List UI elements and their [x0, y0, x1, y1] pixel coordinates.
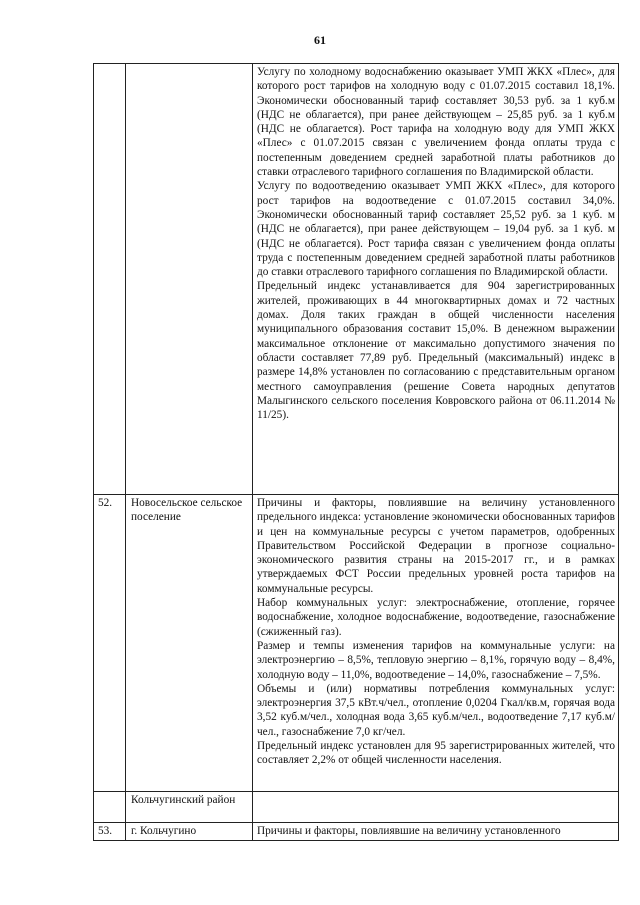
table-row — [94, 495, 619, 792]
paragraph: Услугу по водоотведению оказывает УМП ЖКХ «Плес», для которого рост тарифов на водоотведение с 01.07.2015 составил 34,0%. Экономически обоснованный тариф составляет 25,52 руб. за 1 куб. м (НДС не облагается), при ранее действующем – 19,04 руб. за 1 куб. м (НДС не облагается). Рост тарифа связан с увеличением фонда оплаты труда с постепенным доведением средней заработной платы работников до ставки отраслевого тарифного соглашения по Владимирской области. — [257, 180, 615, 279]
row-number-cell — [94, 792, 126, 823]
paragraph: Причины и факторы, повлиявшие на величину установленного — [257, 825, 561, 837]
table-row — [94, 64, 619, 495]
paragraph: Набор коммунальных услуг: электроснабжение, отопление, горячее водоснабжение, холодное водоснабжение, водоотведение, газоснабжение (сжиженный газ). — [257, 597, 615, 638]
paragraph: Причины и факторы, повлиявшие на величину установленного предельного индекса: установление экономически обоснованных тарифов и цен на коммунальные ресурсы с учетом параметров, одобренных Правительством Российской Федерации в прогнозе социально-экономического развития страны на 2015-2017 гг., и в рамках утверждаемых ФСТ России предельных уровней роста тарифов на коммунальные ресурсы. — [257, 497, 615, 595]
table-row — [94, 823, 619, 841]
row-number-cell — [94, 64, 126, 495]
district-header-cell: Кольчугинский район — [126, 792, 253, 823]
municipality-cell: г. Кольчугино — [126, 823, 253, 841]
paragraph: Размер и темпы изменения тарифов на коммунальные услуги: на электроэнергию – 8,5%, тепловую энергию – 8,1%, горячую воду – 8,4%, холодную воду – 11,0%, водоотведение – 14,0%, газоснабжение – 7,5%. — [257, 639, 615, 681]
municipality-cell — [126, 64, 253, 495]
row-number-cell: 52. — [94, 495, 126, 792]
paragraph: Объемы и (или) нормативы потребления коммунальных услуг: электроэнергия 37,5 кВт.ч/чел., отопление 0,0204 Гкал/кв.м, горячая вода 3,52 куб.м/чел., холодная вода 3,65 куб.м/чел., водоотведение 7,17 куб.м/чел., газоснабжение 7,0 кг/чел. — [257, 682, 615, 738]
row-number-cell: 53. — [94, 823, 126, 841]
municipality-cell: Новосельское сельское поселение — [126, 495, 253, 792]
table-row — [94, 792, 619, 823]
description-cell — [253, 495, 619, 792]
description-cell — [253, 823, 619, 841]
paragraph: Предельный индекс установлен для 95 зарегистрированных жителей, что составляет 2,2% от общей численности населения. — [257, 740, 615, 767]
tariff-table — [93, 63, 619, 841]
description-cell — [253, 792, 619, 823]
page-number: 61 — [314, 33, 326, 47]
paragraph: Услугу по холодному водоснабжению оказывает УМП ЖКХ «Плес», для которого рост тарифов на холодную воду с 01.07.2015 составил 18,1%. Экономически обоснованный тариф составляет 30,53 руб. за 1 куб.м (НДС не облагается), при ранее действующем – 25,85 руб. за 1 куб.м (НДС не облагается). Рост тарифа на холодную воду для УМП ЖКХ «Плес» с 01.07.2015 связан с увеличением фонда оплаты труда с постепенным доведением средней заработной платы работников до ставки отраслевого тарифного соглашения по Владимирской области. — [257, 66, 615, 179]
paragraph: Предельный индекс устанавливается для 904 зарегистрированных жителей, проживающих в 44 многоквартирных домах и 72 частных домах. Доля таких граждан в общей численности населения муниципального образования составит 15,0%. В денежном выражении максимальное отклонение от максимально допустимого значения по области составляет 77,89 руб. Предельный (максимальный) индекс в размере 14,8% установлен по согласованию с представительным органом местного самоуправления (решение Совета народных депутатов Малыгинского сельского поселения Ковровского района от 06.11.2014 № 11/25). — [257, 280, 615, 422]
description-cell — [253, 64, 619, 495]
